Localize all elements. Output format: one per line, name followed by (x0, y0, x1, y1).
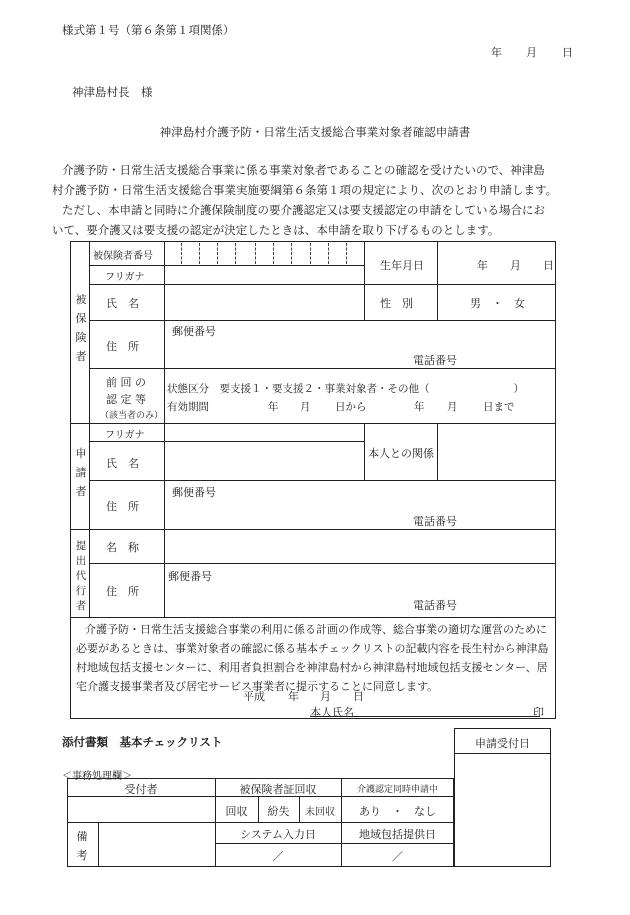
receipt-date-label: 申請受付日 (475, 737, 530, 750)
validity-to-month: 月 (447, 401, 458, 413)
system-input-date-label: システム入力日 (240, 828, 316, 841)
consent-line2: 必要があるときは、事業対象者の確認に係る基本チェックリストの記載内容を長生村から神津島 (76, 642, 549, 655)
collected-option: 回収 (225, 805, 248, 818)
insured-address-label: 住 所 (106, 340, 139, 353)
agent-section-label: 提出代行者 (75, 540, 87, 612)
insured-name-label: 氏 名 (106, 297, 139, 310)
birthdate-year: 年 (477, 259, 488, 272)
not-collected-option: 未回収 (305, 807, 335, 818)
previous-cert-label-2: 認 定 等 (106, 393, 146, 406)
validity-to-day: 日まで (483, 401, 515, 413)
applicant-section-label: 申請者 (75, 447, 87, 498)
system-input-date-slash: ／ (272, 850, 284, 863)
applicant-furigana-label: フリガナ (105, 430, 145, 441)
insured-section-label: 被保険者 (75, 293, 87, 363)
agent-postal-label: 郵便番号 (168, 570, 212, 583)
office-section-label: ＜事務処理欄＞ (62, 771, 132, 782)
insured-postal-label: 郵便番号 (172, 325, 216, 338)
consent-era: 平成 (243, 690, 265, 703)
previous-cert-label-1: 前 回 の (106, 376, 146, 389)
gender-options: 男 ・ 女 (470, 297, 525, 310)
consent-line1: 介護予防・日常生活支援総合事業の利用に係る計画の作成等、総合事業の適切な運営のために (85, 623, 547, 636)
yes-no-options: あり ・ なし (359, 805, 436, 818)
addressee: 神津島村長 様 (72, 85, 153, 99)
birthdate-label: 生年月日 (380, 259, 424, 272)
center-provided-date-label: 地域包括提供日 (359, 828, 436, 841)
consent-line3: 村地域包括支援センターに、利用者負担割合を神津島村から神津島村地域包括支援センター、居 (76, 661, 548, 674)
gender-label: 性 別 (380, 297, 413, 310)
consent-day: 日 (353, 690, 364, 703)
birthdate-month: 月 (510, 259, 521, 272)
card-collection-label: 被保険者証回収 (239, 783, 317, 796)
applicant-address-label: 住 所 (106, 500, 139, 513)
intro-para2-line2: いて、要介護又は要支援の認定が決定したときは、本申請を取り下げるものとします。 (52, 223, 500, 237)
validity-from-month: 月 (300, 401, 311, 413)
document-title: 神津島村介護予防・日常生活支援総合事業対象者確認申請書 (159, 125, 471, 139)
insured-furigana-label: フリガナ (105, 272, 145, 283)
status-category-line: 状態区分 要支援１・要支援２・事業対象者・その他（ ） (167, 383, 524, 395)
agent-address-label: 住 所 (106, 585, 139, 598)
applicant-name-label: 氏 名 (106, 457, 139, 470)
validity-from-day: 日から (335, 401, 367, 413)
simultaneous-application-label: 介護認定同時申請中 (356, 785, 438, 795)
lost-option: 紛失 (267, 805, 290, 818)
agent-phone-label: 電話番号 (413, 599, 457, 612)
remarks-label: 備考 (76, 830, 88, 862)
agent-name-label: 名 称 (106, 541, 139, 554)
date-month: 月 (526, 46, 537, 59)
validity-from-year: 年 (268, 401, 279, 413)
date-year: 年 (491, 46, 502, 59)
intro-para2-line1: ただし、本申請と同時に介護保険制度の要介護認定又は要支援認定の申請をしている場合にお (62, 203, 545, 217)
insured-phone-label: 電話番号 (413, 354, 457, 367)
birthdate-day: 日 (543, 259, 554, 272)
center-provided-date-slash: ／ (392, 850, 403, 863)
consent-month: 月 (320, 690, 331, 703)
relation-label: 本人との関係 (368, 447, 434, 460)
intro-para1-line1: 介護予防・日常生活支援総合事業に係る事業対象者であることの確認を受けたいので、神津島 (62, 163, 545, 177)
form-number: 様式第１号（第６条第１項関係） (62, 23, 235, 37)
previous-cert-note: （該当者のみ） (100, 411, 164, 421)
attachments-label: 添付書類 基本チェックリスト (62, 735, 223, 749)
validity-to-year: 年 (414, 401, 425, 413)
consent-line4: 宅介護支援事業者及び居宅サービス事業者に提示することに同意します。 (76, 680, 439, 693)
applicant-phone-label: 電話番号 (413, 515, 457, 528)
intro-para1-line2: 村介護予防・日常生活支援総合事業実施要綱第６条第１項の規定により、次のとおり申請します。 (52, 183, 558, 197)
validity-label: 有効期間 (167, 401, 209, 413)
receiver-label: 受付者 (124, 783, 158, 796)
consent-year: 年 (288, 690, 299, 703)
date-day: 日 (562, 46, 573, 59)
seal-mark: 印 (533, 706, 544, 719)
applicant-postal-label: 郵便番号 (172, 486, 216, 499)
signature-label: 本人氏名 (310, 706, 354, 719)
insurer-number-label: 被保険者番号 (93, 251, 153, 262)
